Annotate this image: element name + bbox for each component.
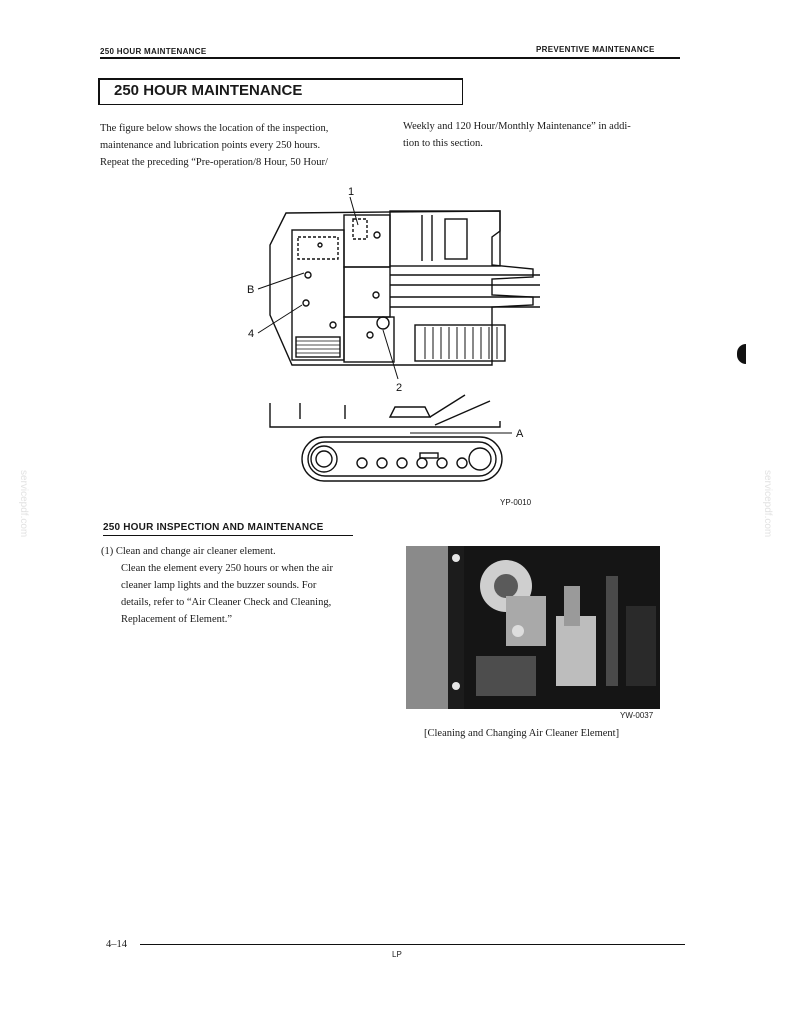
side-view-body xyxy=(270,403,500,427)
intro-right-line: Weekly and 120 Hour/Monthly Maintenance” in addi- xyxy=(403,121,631,132)
footer-center: LP xyxy=(392,950,402,959)
maintenance-points-diagram xyxy=(240,185,550,490)
intro-left-line: maintenance and lubrication points every 250 hours. xyxy=(100,140,321,151)
engine-cover-panel xyxy=(292,230,344,360)
figure-code: YP-0010 xyxy=(500,498,532,507)
intro-right-line: tion to this section. xyxy=(403,138,483,149)
upper-body-outline xyxy=(270,211,533,365)
photo-code: YW-0037 xyxy=(620,711,654,720)
watermark-left: servicepdf.com xyxy=(18,470,29,538)
item-1-line: cleaner lamp lights and the buzzer sounds. For xyxy=(121,580,317,591)
sprocket-wheel xyxy=(469,448,491,470)
intro-right-column xyxy=(403,118,693,152)
item-1-line: Replacement of Element.” xyxy=(121,614,233,625)
running-header-right: PREVENTIVE MAINTENANCE xyxy=(536,45,655,54)
lubrication-point-2 xyxy=(377,317,389,329)
intro-left-column xyxy=(100,120,390,171)
section-title: 250 HOUR MAINTENANCE xyxy=(114,82,303,99)
header-rule xyxy=(100,57,680,59)
callout-A: A xyxy=(516,428,524,440)
item-1-line: Clean the element every 250 hours or when the air xyxy=(121,563,333,574)
callout-4: 4 xyxy=(248,328,255,340)
callout-B: B xyxy=(247,284,255,296)
intro-left-line: The figure below shows the location of the inspection, xyxy=(100,123,329,134)
watermark-right: servicepdf.com xyxy=(762,470,773,538)
item-1-heading: (1) Clean and change air cleaner element. xyxy=(101,546,276,557)
radiator-grille xyxy=(296,337,340,357)
running-header-left: 250 HOUR MAINTENANCE xyxy=(100,47,207,56)
item-1-body xyxy=(101,560,391,628)
air-cleaner-photo xyxy=(406,546,660,709)
item-1 xyxy=(101,543,391,628)
middle-panel xyxy=(344,267,390,317)
binding-mark xyxy=(737,344,746,364)
callout-2: 2 xyxy=(396,382,403,394)
footer-rule xyxy=(140,944,685,945)
page-number: 4–14 xyxy=(106,939,127,950)
subsection-rule xyxy=(103,535,353,536)
subsection-title: 250 HOUR INSPECTION AND MAINTENANCE xyxy=(103,522,324,533)
intro-left-line: Repeat the preceding “Pre-operation/8 Hour, 50 Hour/ xyxy=(100,157,328,168)
photo-caption: [Cleaning and Changing Air Cleaner Element] xyxy=(424,728,620,739)
item-1-line: details, refer to “Air Cleaner Check and Cleaning, xyxy=(121,597,332,608)
section-title-box xyxy=(98,78,463,105)
idler-wheel xyxy=(311,446,337,472)
callout-1: 1 xyxy=(348,186,355,198)
lower-panel xyxy=(344,317,394,362)
